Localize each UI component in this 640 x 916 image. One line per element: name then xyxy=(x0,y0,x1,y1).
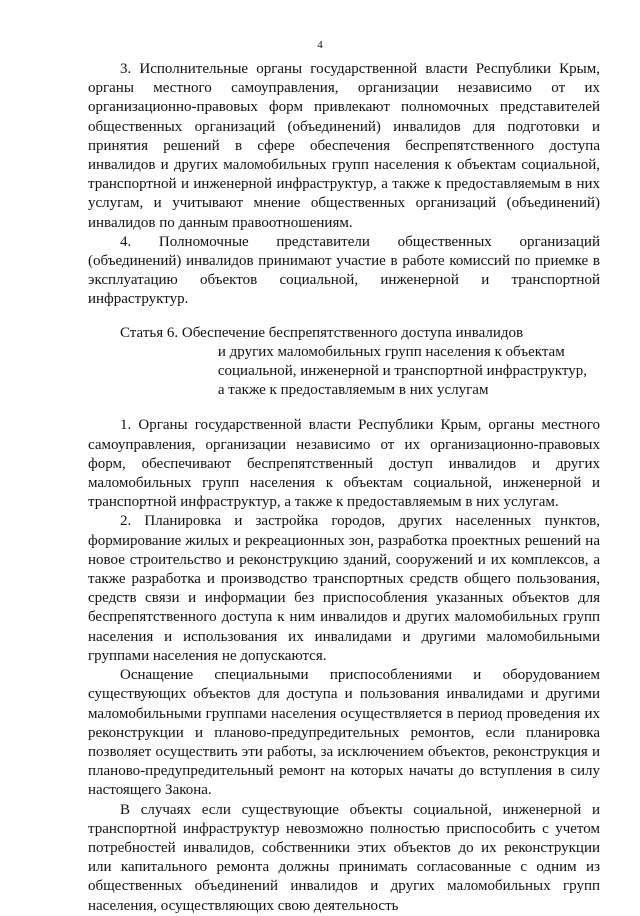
article-6-paragraph-2: 2. Планировка и застройка городов, других населенных пунктов, формирование жилых и рекреационных зон, разработка проектных решений на новое строительство и реконструкцию зданий, сооружений и их комплексов, а также разработка и производство транспортных средств общего пользования, средств связи и информации без приспособления указанных объектов для беспрепятственного доступа к ним инвалидов и других маломобильных групп населения и использования их инвалидами и другими маломобильными группами населения не допускаются. xyxy=(88,513,600,664)
article-title-line-1: Обеспечение беспрепятственного доступа инвалидов xyxy=(181,324,524,341)
article-title-line-2: и других маломобильных групп населения к объектам xyxy=(217,343,565,360)
article-6-paragraph-cases: В случаях если существующие объекты социальной, инженерной и транспортной инфраструктур невозможно полностью приспособить с учетом потребностей инвалидов, собственники этих объектов до их реконструкции или капитального ремонта должны принимать согласованные с одним из общественных объединений инвалидов и других маломобильных групп населения, осуществляющих свою деятельность xyxy=(88,801,600,914)
paragraph-4-authorized-representatives: 4. Полномочные представители общественных организаций (объединений) инвалидов принимают участие в работе комиссий по приемке в эксплуатацию объектов социальной, инженерной и транспортной инфраструктур. xyxy=(88,233,600,308)
article-6-paragraph-equipment: Оснащение специальными приспособлениями и оборудованием существующих объектов для доступа и пользования инвалидами и другими маломобильными группами населения осуществляется в период проведения их реконструкции и планово-предупредительных ремонтов, если планировка позволяет осуществить эти работы, за исключением объектов, реконструкция и планово-предупредительный ремонт на которых начаты до вступления в силу настоящего Закона. xyxy=(88,667,600,799)
article-6-label: Статья 6. xyxy=(120,324,179,341)
article-6-title xyxy=(182,324,600,401)
spacer xyxy=(88,400,600,416)
page-number: 4 xyxy=(317,39,323,51)
paragraph-3-executive-bodies: 3. Исполнительные органы государственной власти Республики Крым, органы местного самоуправления, организации независимо от их организационно-правовых форм привлекают полномочных представителей общественных организаций (объединений) инвалидов для подготовки и принятия решений в сфере обеспечения беспрепятственного доступа инвалидов и других маломобильных групп населения к объектам социальной, транспортной и инженерной инфраструктур, а также к предоставляемым в них услугам, и учитывают мнение общественных организаций (объединений) инвалидов по данным правоотношениям. xyxy=(88,61,600,231)
spacer xyxy=(88,310,600,324)
article-title-line-4: а также к предоставляемым в них услугам xyxy=(217,382,489,399)
document-body xyxy=(88,60,600,916)
article-6-paragraph-1: 1. Органы государственной власти Республики Крым, органы местного самоуправления, организации независимо от их организационно-правовых форм, обеспечивают беспрепятственный доступ инвалидов и других маломобильных групп населения к объектам социальной, инженерной и транспортной инфраструктур, а также к предоставляемым в них услугам. xyxy=(88,417,600,511)
article-6-heading xyxy=(88,324,600,401)
article-title-line-3: социальной, инженерной и транспортной инфраструктур, xyxy=(217,363,588,380)
